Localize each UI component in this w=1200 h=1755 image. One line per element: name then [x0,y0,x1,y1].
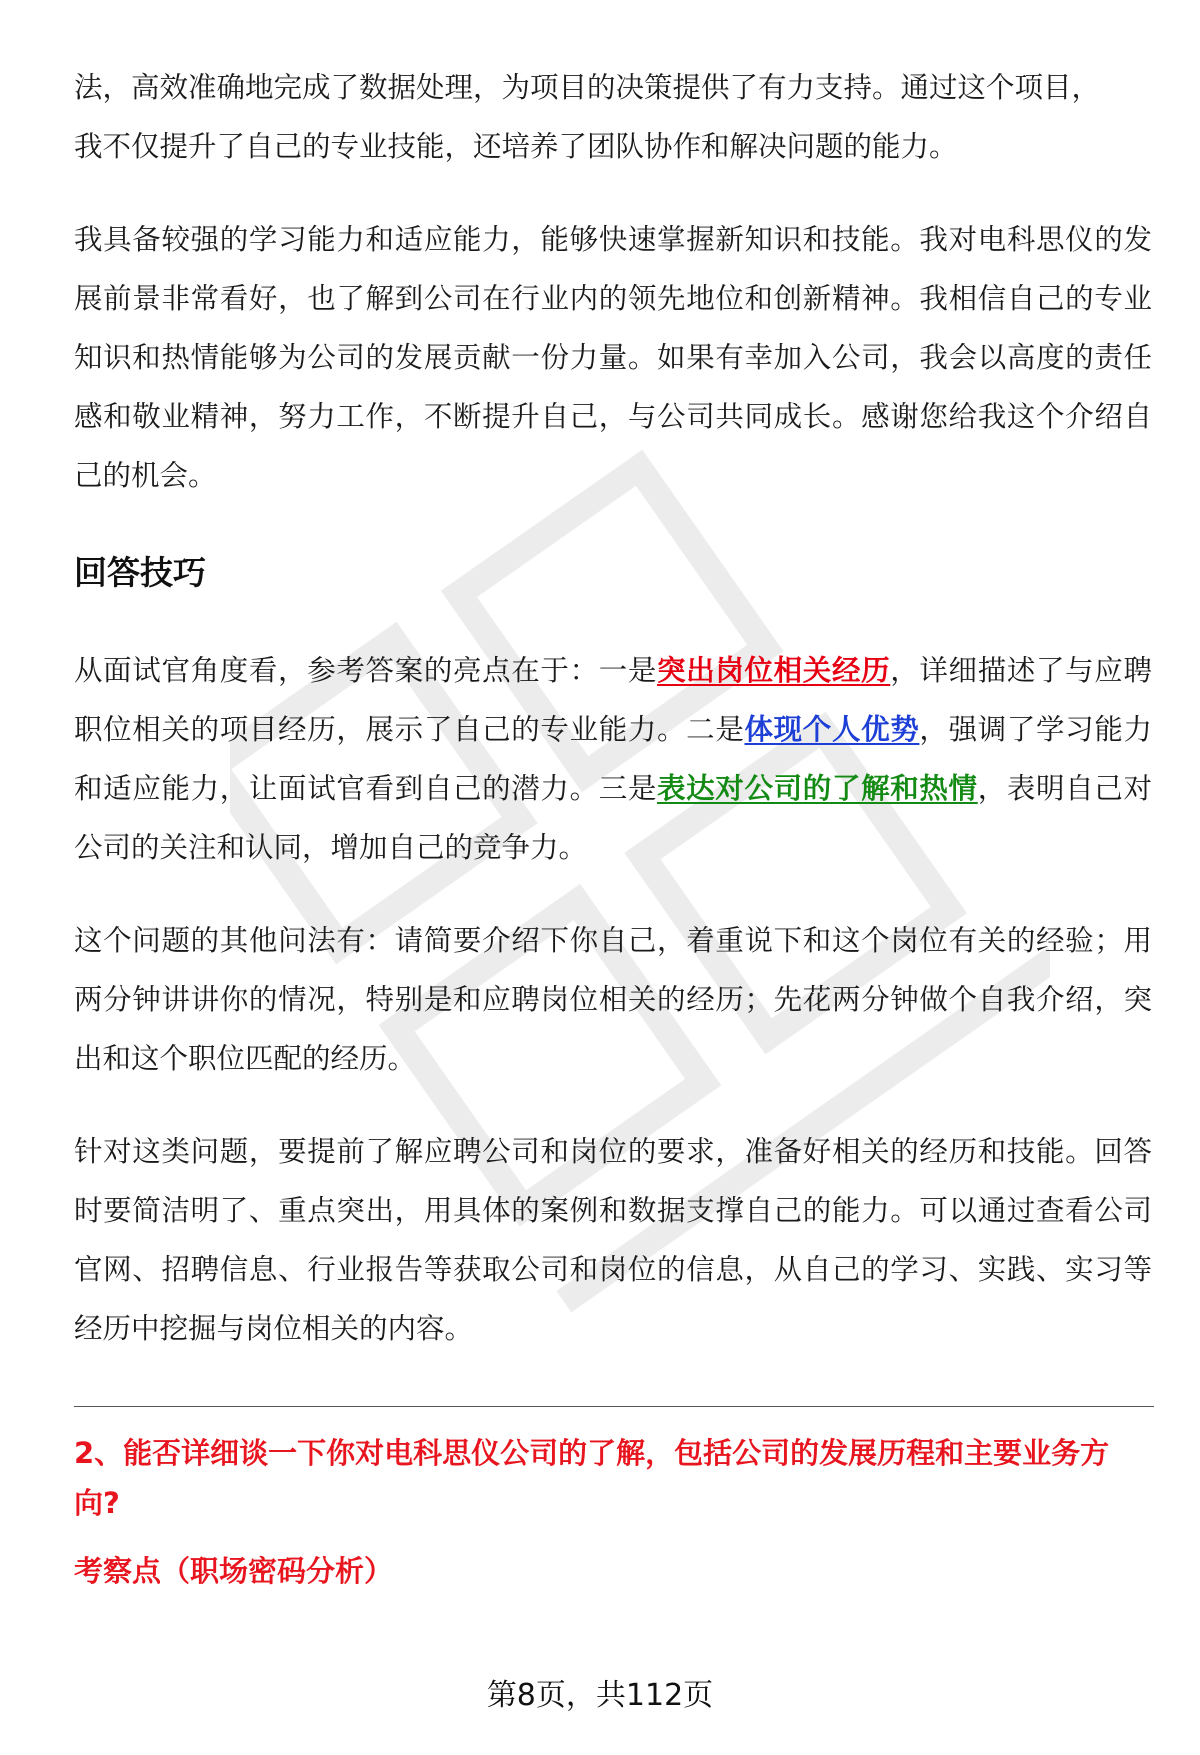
highlight-company-passion: 表达对公司的了解和热情 [657,772,978,805]
tips-text-3: ，强调了学习能力和适应能力，让面试官看到自己的潜力。三是 [74,713,1152,805]
tips-text-4: ，表明自己对公司的关注和认同，增加自己的竞争力。 [74,772,1152,864]
intro-line-1: 法，高效准确地完成了数据处理，为项目的决策提供了有力支持。通过这个项目， [74,71,1101,104]
tips-text-2: ，详细描述了与应聘职位相关的项目经历，展示了自己的专业能力。二是 [74,654,1152,746]
highlight-job-experience: 突出岗位相关经历 [657,654,891,687]
section-heading-answer-tips: 回答技巧 [74,553,206,592]
intro-line-2: 我不仅提升了自己的专业技能，还培养了团队协作和解决问题的能力。 [74,130,958,163]
intro-paragraph [74,58,1152,176]
self-description-paragraph: 我具备较强的学习能力和适应能力，能够快速掌握新知识和技能。我对电科思仪的发展前景非常看好，也了解到公司在行业内的领先地位和创新精神。我相信自己的专业知识和热情能够为公司的发展贡献一份力量。如果有幸加入公司，我会以高度的责任感和敬业精神，努力工作，不断提升自己，与公司共同成长。感谢您给我这个介绍自己的机会。 [74,223,1152,492]
tips-paragraph [74,641,1152,877]
document-body [74,58,1152,1358]
advice-paragraph: 针对这类问题，要提前了解应聘公司和岗位的要求，准备好相关的经历和技能。回答时要简洁明了、重点突出，用具体的案例和数据支撑自己的能力。可以通过查看公司官网、招聘信息、行业报告等获取公司和岗位的信息，从自己的学习、实践、实习等经历中挖掘与岗位相关的内容。 [74,1135,1152,1345]
page-number-footer: 第8页，共112页 [486,1678,714,1713]
assessment-points-heading: 考察点（职场密码分析） [74,1554,394,1588]
other-phrasings-paragraph: 这个问题的其他问法有：请简要介绍下你自己，着重说下和这个岗位有关的经验；用两分钟讲讲你的情况，特别是和应聘岗位相关的经历；先花两分钟做个自我介绍，突出和这个职位匹配的经历。 [74,924,1152,1075]
section-divider [74,1406,1154,1407]
question-2: 2、能否详细谈一下你对电科思仪公司的了解，包括公司的发展历程和主要业务方向? [74,1436,1110,1520]
highlight-personal-strength: 体现个人优势 [744,713,920,746]
tips-text-1: 从面试官角度看，参考答案的亮点在于：一是 [74,654,658,687]
